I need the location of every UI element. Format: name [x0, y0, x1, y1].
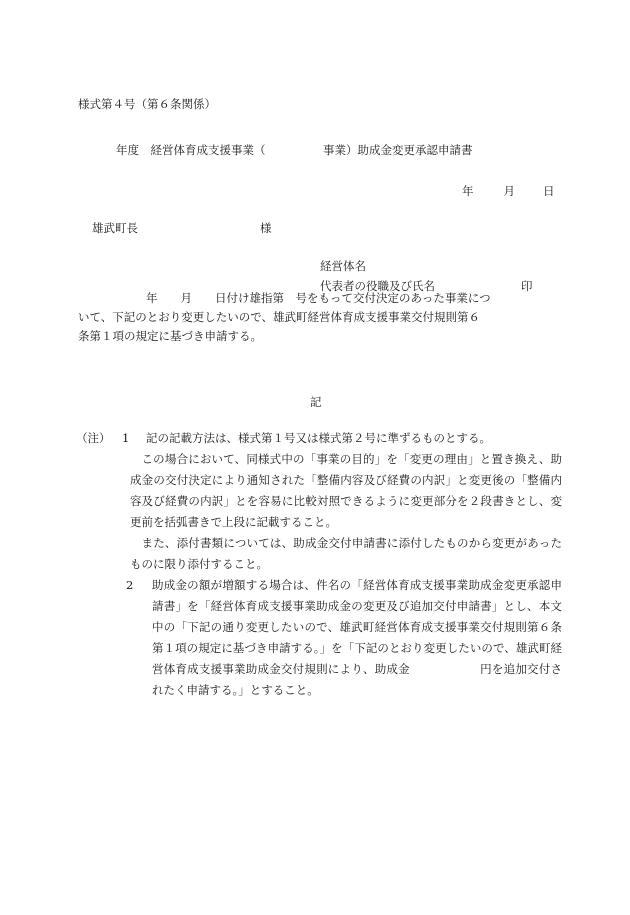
addressee-name: 雄武町長 [92, 221, 138, 235]
note-1-text-2: この場合において、同様式中の「事業の目的」を「変更の理由」と置き換え、助成金の交付決定により通知された「整備内容及び経費の内訳」と変更後の「整備内容及び経費の内訳」とを容易に比較対照できるように変更部分を２段書きとし、変更前を括弧書きで上段に記載すること。 [130, 452, 562, 529]
addressee [92, 218, 272, 238]
note-1-text-1: 記の記載方法は、様式第１号又は様式第２号に準ずるものとする。 [146, 431, 491, 445]
applicant-rep-label: 代表者の役職及び氏名 [320, 279, 435, 293]
notes-section [76, 428, 562, 701]
notes-label: （注） [76, 431, 111, 445]
body-line-1: 年 月 日付け雄指第 号をもって交付決定のあった事業につ [146, 291, 491, 305]
note-1-text-3: また、添付書類については、助成金交付申請書に添付したものから変更があったものに限り添付すること。 [130, 536, 562, 571]
note-item-2 [76, 575, 562, 701]
date-year: 年 [462, 184, 474, 198]
note-number-2: 2 [126, 578, 134, 592]
body-line-2: いて、下記のとおり変更したいので、雄武町経営体育成支援事業交付規則第６ [78, 310, 481, 324]
document-title: 年度 経営体育成支援事業（ 事業）助成金変更承認申請書 [116, 143, 473, 157]
body-paragraph [78, 289, 560, 346]
form-number: 様式第４号（第６条関係） [78, 97, 216, 111]
seal-mark: 印 [521, 279, 533, 293]
date-month: 月 [503, 184, 515, 198]
note-number-1: 1 [122, 431, 130, 445]
applicant-entity-label: 経営体名 [320, 259, 366, 273]
addressee-honorific: 様 [260, 221, 272, 235]
ki-heading: 記 [310, 395, 322, 409]
date-day: 日 [543, 184, 555, 198]
note-2-text: 助成金の額が増額する場合は、件名の「経営体育成支援事業助成金変更承認申請書」を「経営体育成支援事業助成金の変更及び追加交付申請書」とし、本文中の「下記の通り変更したいので、雄武町経営体育成支援事業交付規則第６条第１項の規定に基づき申請する。」を「下記のとおり変更したいので、雄武町経営体育成支援事業助成金交付規則により、助成金 円を追加交付されたく申請する。」とすること。 [152, 578, 562, 697]
body-line-3: 条第１項の規定に基づき申請する。 [78, 329, 262, 343]
note-item-1 [76, 428, 562, 575]
date-line [462, 181, 555, 201]
